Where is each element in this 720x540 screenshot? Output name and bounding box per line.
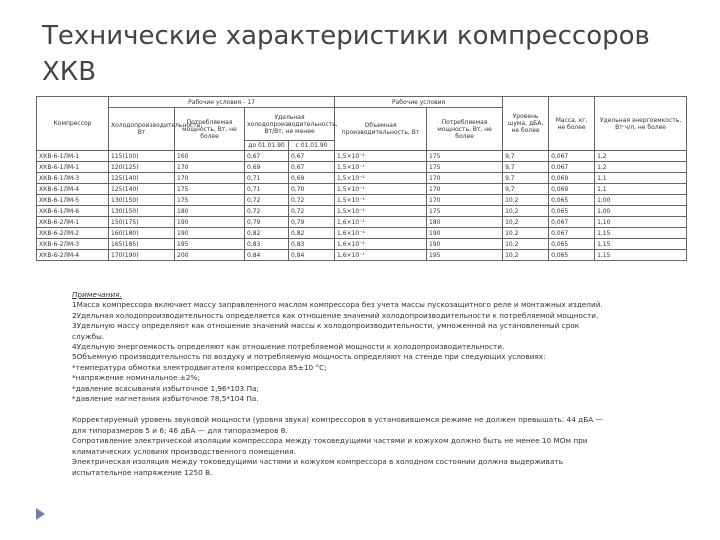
table-row — [37, 184, 687, 195]
table-cell: 1,6×10⁻¹ — [335, 250, 427, 261]
table-cell: 9,7 — [503, 184, 549, 195]
table-cell: 1,5×10⁻¹ — [335, 151, 427, 162]
table-cell: 1,00 — [595, 195, 687, 206]
table-cell: ХКВ-6-1ЛМ-5 — [37, 195, 109, 206]
header-power1: Потребляемая мощность, Вт, не более — [175, 108, 245, 151]
table-cell: 9,7 — [503, 173, 549, 184]
table-cell: 0,82 — [289, 228, 335, 239]
header-specific: Удельная энергоемкость, Вт·ч/л, не более — [595, 97, 687, 151]
table-cell: 130(150) — [109, 206, 175, 217]
table-row — [37, 228, 687, 239]
table-cell: 190 — [175, 217, 245, 228]
spec-table-container — [36, 96, 686, 261]
table-cell: ХКВ-6-1ЛМ-1 — [37, 162, 109, 173]
table-cell: 0,065 — [549, 206, 595, 217]
table-cell: 0,72 — [245, 195, 289, 206]
note-line: 4Удельную энергоемкость определяют как отношение потребляемой мощности к холодопроизводительности. — [72, 342, 505, 352]
table-cell: 1,10 — [595, 217, 687, 228]
table-cell: 190 — [427, 228, 503, 239]
table-cell: 0,67 — [245, 151, 289, 162]
notes-title: Примечания. — [72, 290, 122, 299]
table-cell: 9,7 — [503, 151, 549, 162]
table-cell: ХКВ-6-1ЛМ-3 — [37, 173, 109, 184]
table-cell: 0,72 — [245, 206, 289, 217]
notes-extra — [72, 415, 672, 477]
table-cell: 115(100) — [109, 151, 175, 162]
note-line: 3Удельную массу определяют как отношение значений массы к холодопроизводительности, умноженной на установленный срок — [72, 321, 580, 331]
table-cell: 0,065 — [549, 239, 595, 250]
table-cell: 170 — [427, 173, 503, 184]
table-cell: 0,67 — [289, 162, 335, 173]
note-line: *давление нагнетания избыточное 78,5*104 Па. — [72, 394, 259, 404]
table-cell: 1,6×10⁻¹ — [335, 239, 427, 250]
header-compressor: Компрессор — [37, 97, 109, 151]
table-cell: 1,2 — [595, 162, 687, 173]
table-cell: 125(140) — [109, 184, 175, 195]
table-cell: 170(190) — [109, 250, 175, 261]
table-cell: 175 — [427, 151, 503, 162]
table-cell: 1,5×10⁻¹ — [335, 173, 427, 184]
table-row — [37, 206, 687, 217]
note-line: Корректируемый уровень звуковой мощности (уровня звука) компрессоров в установившемся режиме не должен превышать: 44 дБА — — [72, 415, 603, 425]
table-row — [37, 217, 687, 228]
note-line: испытательное напряжение 1250 В. — [72, 467, 213, 477]
note-line: 2Удельная холодопроизводительность определяется как отношение значений холодопроизводительности к потребляемой мощности. — [72, 310, 599, 320]
table-cell: 1,00 — [595, 206, 687, 217]
table-cell: 0,72 — [289, 195, 335, 206]
header-cooling2: Объемная производительность, Вт — [335, 108, 427, 151]
note-line: службы. — [72, 331, 105, 341]
table-row — [37, 239, 687, 250]
table-row — [37, 151, 687, 162]
table-cell: 0,84 — [245, 250, 289, 261]
table-cell: ХКВ-6-1ЛМ-1 — [37, 151, 109, 162]
table-cell: 10,2 — [503, 228, 549, 239]
note-line: Сопротивление электрической изоляции компрессора между токоведущими частями и кожухом должно быть не менее 10 МОм при — [72, 436, 588, 446]
table-cell: 10,2 — [503, 206, 549, 217]
header-group-mode2: Рабочие условия — [335, 97, 503, 108]
table-cell: 10,2 — [503, 239, 549, 250]
table-cell: 0,70 — [289, 184, 335, 195]
table-cell: 0,69 — [289, 173, 335, 184]
table-cell: 0,71 — [245, 184, 289, 195]
table-cell: 0,69 — [245, 162, 289, 173]
spec-table — [36, 96, 687, 261]
table-cell: 1,1 — [595, 173, 687, 184]
note-line: Электрическая изоляция между токоведущими частями и кожухом компрессора в холодном состоянии должна выдерживать — [72, 457, 564, 467]
note-line: для типоразмеров 5 и 6; 46 дБА — для типоразмеров 8. — [72, 425, 288, 435]
table-cell: 0,069 — [549, 173, 595, 184]
table-cell: 1,5×10⁻¹ — [335, 162, 427, 173]
table-cell: 1,15 — [595, 250, 687, 261]
table-cell: 150(175) — [109, 217, 175, 228]
table-cell: 180 — [175, 206, 245, 217]
header-noise: Уровень шума, дБА, не более — [503, 97, 549, 151]
table-body — [37, 151, 687, 261]
table-cell: 175 — [427, 206, 503, 217]
table-row — [37, 195, 687, 206]
table-cell: 200 — [175, 250, 245, 261]
table-cell: 9,7 — [503, 162, 549, 173]
table-header — [37, 97, 687, 151]
header-cop1: Удельная холодопроизводительность, Вт/Вт, не менее — [245, 108, 335, 141]
slide-title: Технические характеристики компрессоров ХКВ — [42, 21, 650, 87]
notes-section — [72, 290, 672, 478]
table-cell: 0,79 — [289, 217, 335, 228]
table-cell: 1,15 — [595, 239, 687, 250]
table-cell: 10,2 — [503, 250, 549, 261]
table-cell: 0,065 — [549, 250, 595, 261]
table-cell: 160 — [175, 151, 245, 162]
bullet-arrow-icon — [36, 508, 45, 520]
note-line: 5Объемную производительность по воздуху и потребляемую мощность определяют на стенде при следующих условиях: — [72, 352, 546, 362]
table-row — [37, 162, 687, 173]
table-cell: 175 — [427, 162, 503, 173]
table-cell: 0,79 — [245, 217, 289, 228]
table-cell: 175 — [175, 195, 245, 206]
table-cell: ХКВ-6-1ЛМ-4 — [37, 184, 109, 195]
table-cell: 0,067 — [549, 217, 595, 228]
table-cell: 0,067 — [549, 228, 595, 239]
table-cell: 195 — [427, 250, 503, 261]
header-cooling1: Холодопроизводительность, Вт — [109, 108, 175, 151]
table-cell: 180 — [427, 217, 503, 228]
table-cell: 0,065 — [549, 195, 595, 206]
table-cell: 175 — [175, 184, 245, 195]
header-power2: Потребляемая мощность, Вт, не более — [427, 108, 503, 151]
header-group-mode1: Рабочие условия - 17 — [109, 97, 335, 108]
table-cell: ХКВ-6-2ЛМ-1 — [37, 217, 109, 228]
table-cell: 1,15 — [595, 228, 687, 239]
table-cell: 1,5×10⁻¹ — [335, 206, 427, 217]
table-cell: 0,83 — [245, 239, 289, 250]
table-cell: 1,5×10⁻¹ — [335, 195, 427, 206]
table-cell: ХКВ-6-2ЛМ-2 — [37, 228, 109, 239]
table-cell: 1,1 — [595, 184, 687, 195]
notes-list — [72, 300, 672, 404]
table-cell: 0,067 — [549, 162, 595, 173]
table-row — [37, 173, 687, 184]
table-cell: 170 — [427, 195, 503, 206]
table-cell: 0,069 — [549, 184, 595, 195]
table-cell: 1,6×10⁻¹ — [335, 217, 427, 228]
table-cell: 1,5×10⁻¹ — [335, 184, 427, 195]
subheader-after: с 01.01.90 — [289, 141, 335, 151]
table-cell: ХКВ-6-1ЛМ-6 — [37, 206, 109, 217]
table-cell: 10,2 — [503, 195, 549, 206]
table-cell: 160(180) — [109, 228, 175, 239]
table-cell: 0,84 — [289, 250, 335, 261]
table-cell: 0,71 — [245, 173, 289, 184]
subheader-before: до 01.01.90 — [245, 141, 289, 151]
table-cell: 1,2 — [595, 151, 687, 162]
note-line: *температура обмотки электродвигателя компрессора 85±10 °С; — [72, 362, 327, 372]
table-cell: 1,6×10⁻¹ — [335, 228, 427, 239]
header-mass: Масса, кг, не более — [549, 97, 595, 151]
table-cell: 120(125) — [109, 162, 175, 173]
table-cell: 130(150) — [109, 195, 175, 206]
table-cell: 170 — [175, 173, 245, 184]
note-line: *напряжение номинальное ±2%; — [72, 373, 200, 383]
table-row — [37, 250, 687, 261]
table-cell: 190 — [175, 228, 245, 239]
table-cell: 125(140) — [109, 173, 175, 184]
note-line: 1Масса компрессора включает массу заправленного маслом компрессора без учета массы пускозащитного реле и монтажных изделий. — [72, 300, 603, 310]
table-cell: 0,67 — [289, 151, 335, 162]
table-cell: 10,2 — [503, 217, 549, 228]
table-cell: 170 — [175, 162, 245, 173]
table-cell: 0,72 — [289, 206, 335, 217]
table-cell: ХКВ-6-2ЛМ-3 — [37, 239, 109, 250]
table-cell: 195 — [175, 239, 245, 250]
table-cell: 165(185) — [109, 239, 175, 250]
note-line: климатических условиях производственного помещения. — [72, 446, 296, 456]
table-cell: ХКВ-6-2ЛМ-4 — [37, 250, 109, 261]
table-cell: 0,83 — [289, 239, 335, 250]
table-cell: 0,82 — [245, 228, 289, 239]
table-cell: 190 — [427, 239, 503, 250]
table-cell: 0,067 — [549, 151, 595, 162]
table-cell: 170 — [427, 184, 503, 195]
note-line: *давление всасывания избыточное 1,96*103 Па; — [72, 383, 260, 393]
